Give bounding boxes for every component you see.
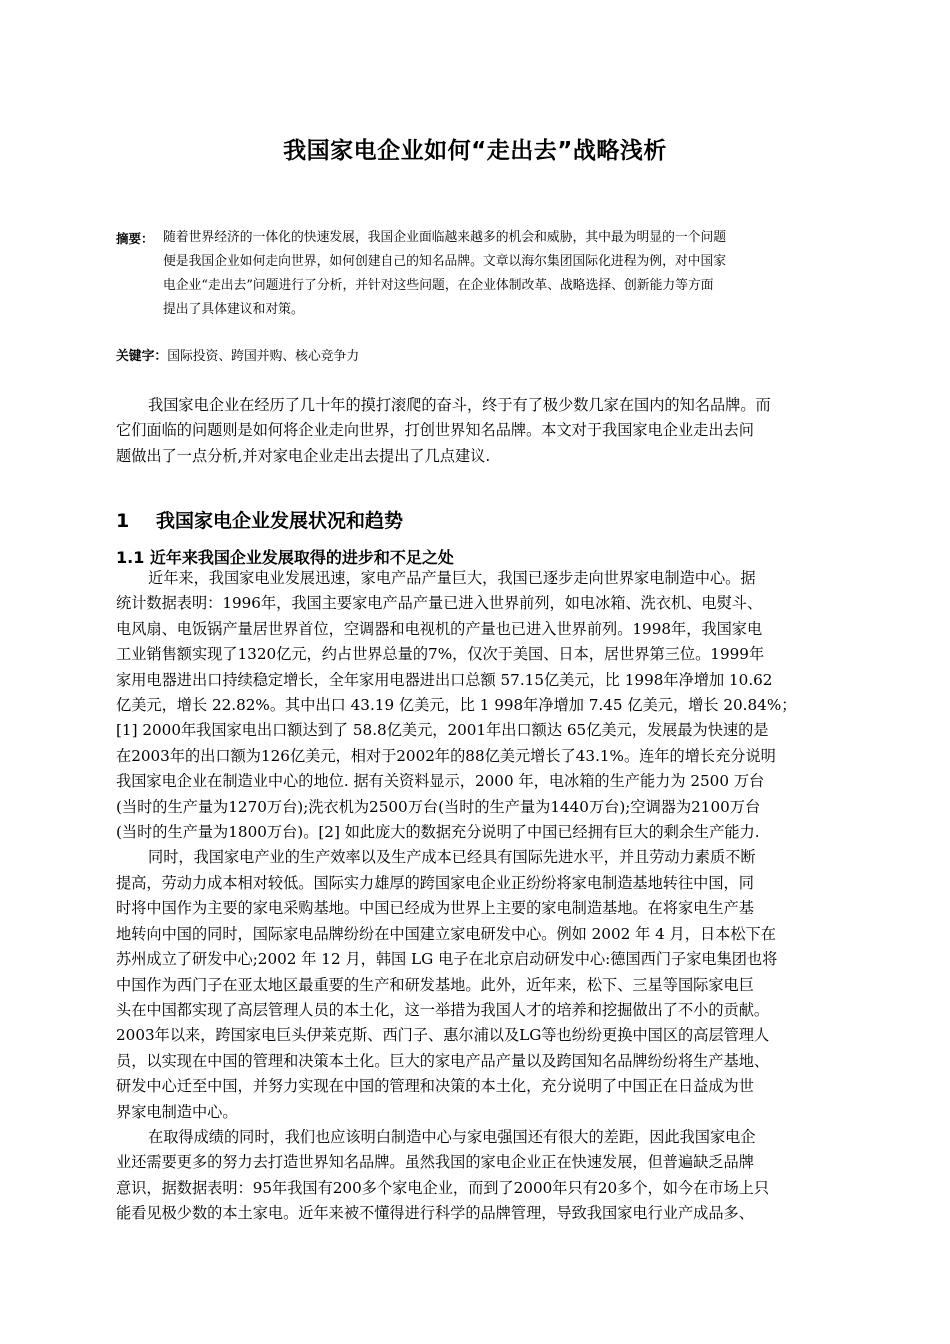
paragraph-line: 它们面临的问题则是如何将企业走向世界，打创世界知名品牌。本文对于我国家电企业走出去问 xyxy=(116,421,754,440)
paragraph-line: 同时，我国家电产业的生产效率以及生产成本已经具有国际先进水平，并且劳动力素质不断 xyxy=(148,848,756,867)
paragraph-line: 苏州成立了研发中心;2002 年 12 月，韩国 LG 电子在北京启动研发中心:德国西门子家电集团也将 xyxy=(116,950,778,969)
subsection-heading: 1.1 近年来我国企业发展取得的进步和不足之处 xyxy=(116,548,454,567)
paragraph-line: 研发中心迁至中国，并努力实现在中国的管理和决策的本土化，充分说明了中国正在日益成为世 xyxy=(116,1077,754,1096)
abstract-line: 随着世界经济的一体化的快速发展，我国企业面临越来越多的机会和威胁，其中最为明显的一个问题 xyxy=(163,230,727,245)
abstract-label: 摘要： xyxy=(116,231,154,246)
paragraph-line: 中国作为西门子在亚太地区最重要的生产和研发基地。此外，近年来，松下、三星等国际家电巨 xyxy=(116,975,754,994)
paragraph-line: (当时的生产量为1800万台)。[2] 如此庞大的数据充分说明了中国已经拥有巨大的剩余生产能力. xyxy=(116,823,760,842)
paragraph-line: 提高，劳动力成本相对较低。国际实力雄厚的跨国家电企业正纷纷将家电制造基地转往中国，同 xyxy=(116,873,754,892)
paragraph-line: 近年来，我国家电业发展迅速，家电产品产量巨大，我国已逐步走向世界家电制造中心。据 xyxy=(148,569,756,587)
document-title: 我国家电企业如何“走出去”战略浅析 xyxy=(283,138,667,164)
section-number: 1 xyxy=(116,510,130,532)
paragraph-line: 在取得成绩的同时，我们也应该明白制造中心与家电强国还有很大的差距，因此我国家电企 xyxy=(148,1127,756,1146)
paragraph-line: 头在中国都实现了高层管理人员的本土化，这一举措为我国人才的培养和挖掘做出了不小的贡献。 xyxy=(116,1000,770,1019)
abstract-body xyxy=(163,226,813,322)
abstract-line: 电企业“走出去”问题进行了分析，并针对这些问题，在企业体制改革、战略选择、创新能力等方面 xyxy=(163,278,714,293)
paragraph-line: 在2003年的出口额为126亿美元，相对于2002年的88亿美元增长了43.1%。连年的增长充分说明 xyxy=(116,746,776,765)
section-title: 我国家电企业发展状况和趋势 xyxy=(156,510,404,532)
paragraph-line: 地转向中国的同时，国际家电品牌纷纷在中国建立家电研发中心。例如 2002 年 4 月，日本松下在 xyxy=(116,924,776,943)
paragraph-line: 工业销售额实现了1320亿元，约占世界总量的7%，仅次于美国、日本，居世界第三位。1999年 xyxy=(116,645,765,664)
section-body xyxy=(116,566,836,1227)
paragraph-line: 我国家电企业在制造业中心的地位. 据有关资料显示，2000 年，电冰箱的生产能力为 2500 万台 xyxy=(116,772,765,791)
paragraph-line: (当时的生产量为1270万台);洗衣机为2500万台(当时的生产量为1440万台);空调器为2100万台 xyxy=(116,797,761,816)
paragraph-line: 统计数据表明：1996年，我国主要家电产品产量已进入世界前列，如电冰箱、洗衣机、电熨斗、 xyxy=(116,594,763,613)
paragraph-line: [1] 2000年我国家电出口额达到了 58.8亿美元，2001年出口额达 65亿美元，发展最为快速的是 xyxy=(116,721,769,740)
paragraph-line: 我国家电企业在经历了几十年的摸打滚爬的奋斗，终于有了极少数几家在国内的知名品牌。而 xyxy=(148,396,771,414)
section-heading xyxy=(116,506,403,533)
paragraph-line: 电风扇、电饭锅产量居世界首位，空调器和电视机的产量也已进入世界前列。1998年，我国家电 xyxy=(116,619,763,638)
paragraph-line: 2003年以来，跨国家电巨头伊莱克斯、西门子、惠尔浦以及LG等也纷纷更换中国区的高层管理人 xyxy=(116,1026,770,1045)
abstract-line: 提出了具体建议和对策。 xyxy=(163,302,304,317)
paragraph-line: 员，以实现在中国的管理和决策本土化。巨大的家电产品产量以及跨国知名品牌纷纷将生产基地、 xyxy=(116,1051,770,1070)
paragraph-line: 业还需要更多的努力去打造世界知名品牌。虽然我国的家电企业正在快速发展，但普遍缺乏品牌 xyxy=(116,1153,754,1172)
paragraph-line: 亿美元，增长 22.82%。其中出口 43.19 亿美元，比 1 998年净增加 7.45 亿美元，增长 20.84%； xyxy=(116,696,797,715)
paragraph-line: 能看见极少数的本土家电。近年来被不懂得进行科学的品牌管理，导致我国家电行业产成品多、 xyxy=(116,1204,754,1223)
paragraph-line: 时将中国作为主要的家电采购基地。中国已经成为世界上主要的家电制造基地。在将家电生产基 xyxy=(116,899,754,918)
paragraph-line: 家用电器进出口持续稳定增长，全年家用电器进出口总额 57.15亿美元，比 1998年净增加 10.62 xyxy=(116,670,773,689)
paragraph-line: 界家电制造中心。 xyxy=(116,1102,238,1121)
intro-paragraph xyxy=(116,393,836,469)
keywords-text: 国际投资、跨国并购、核心竞争力 xyxy=(167,349,360,364)
keywords-label: 关键字： xyxy=(116,349,168,364)
abstract-line: 便是我国企业如何走向世界，如何创建自己的知名品牌。文章以海尔集团国际化进程为例，对中国家 xyxy=(163,254,727,269)
paragraph-line: 意识，据数据表明：95年我国有200多个家电企业，而到了2000年只有20多个，如今在市场上只 xyxy=(116,1178,770,1197)
paragraph-line: 题做出了一点分析,并对家电企业走出去提出了几点建议. xyxy=(116,446,491,465)
keywords xyxy=(116,345,359,364)
